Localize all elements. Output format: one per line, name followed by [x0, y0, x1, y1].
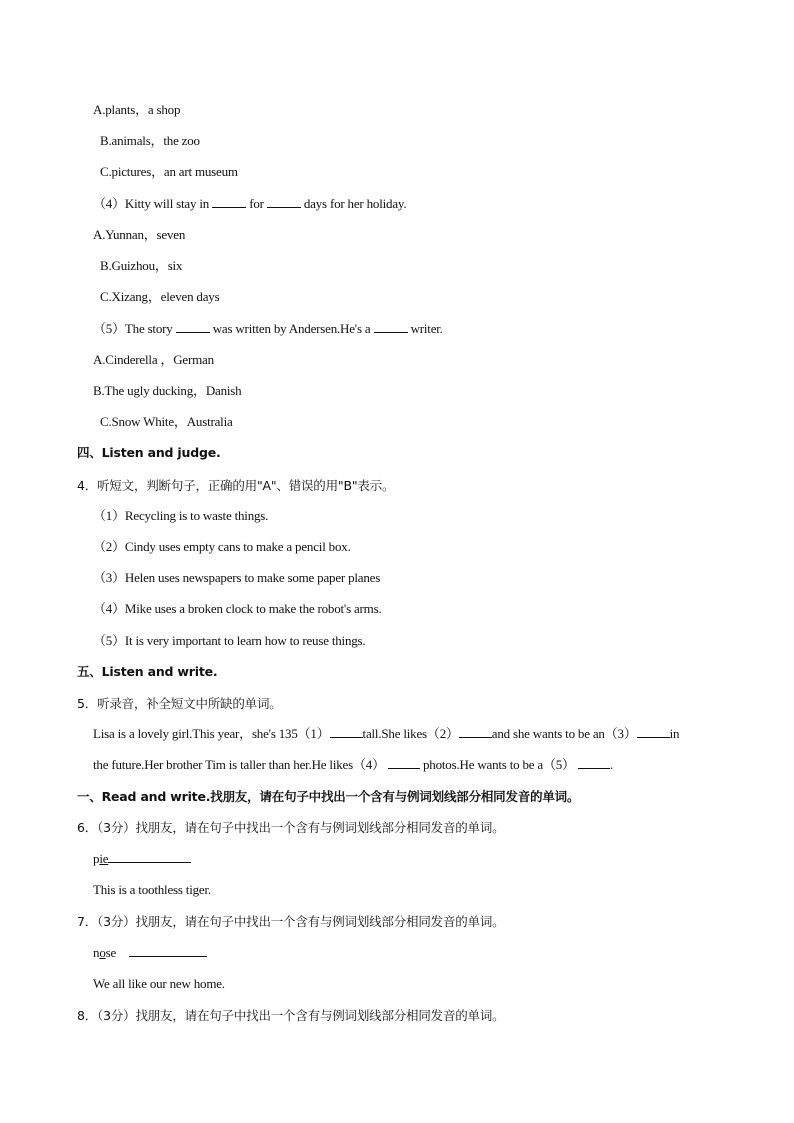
q7-title: 7．（3分）找朋友，请在句子中找出一个含有与例词划线部分相同发音的单词。 — [77, 914, 505, 929]
q7-word-underlined: o — [99, 945, 106, 960]
section4-item-1: （1）Recycling is to waste things. — [93, 508, 269, 523]
answer-blank[interactable] — [637, 725, 670, 738]
answer-blank[interactable] — [459, 725, 492, 738]
q6-word-prefix: p — [93, 851, 100, 866]
answer-blank[interactable] — [578, 756, 610, 769]
passage-text: the future.Her brother Tim is taller than her.He likes（4） — [93, 757, 385, 772]
q3-item4-option-c: C.Xizang，eleven days — [100, 289, 220, 304]
q3-item5-pre: The story — [124, 321, 173, 336]
section4-heading: 四、Listen and judge. — [77, 445, 221, 460]
answer-blank[interactable] — [212, 195, 246, 208]
answer-blank[interactable] — [129, 944, 207, 957]
q6-example-word — [93, 850, 191, 868]
passage-text: Lisa is a lovely girl.This year，she's 135（1） — [93, 726, 330, 741]
q3-item4-option-b: B.Guizhou，six — [100, 258, 183, 273]
q3-item3-option-a: A.plants，a shop — [93, 102, 181, 117]
answer-blank[interactable] — [267, 195, 301, 208]
q3-item5-option-b: B.The ugly ducking，Danish — [93, 383, 242, 398]
section5-question: 5．听录音，补全短文中所缺的单词。 — [77, 696, 282, 711]
q3-item5-mid: was written by Andersen.He's a — [212, 321, 371, 336]
read-write-heading-en: 一、Read and write. — [77, 789, 211, 804]
q3-item4-option-a: A.Yunnan，seven — [93, 227, 186, 242]
answer-blank[interactable] — [330, 725, 363, 738]
q3-item5-num: （5） — [93, 321, 125, 336]
q3-item4-mid: for — [249, 196, 264, 211]
passage-text: in — [669, 726, 680, 741]
q3-item4-pre: Kitty will stay in — [124, 196, 210, 211]
answer-blank[interactable] — [176, 320, 210, 333]
q6-title: 6．（3分）找朋友，请在句子中找出一个含有与例词划线部分相同发音的单词。 — [77, 820, 505, 835]
passage-text: . — [609, 757, 613, 772]
answer-blank[interactable] — [108, 850, 191, 863]
q3-item5-option-c: C.Snow White，Australia — [100, 414, 233, 429]
read-write-heading-cn: 找朋友，请在句子中找出一个含有与例词划线部分相同发音的单词。 — [210, 789, 580, 804]
q7-example-word — [93, 944, 207, 962]
q3-item4-num: （4） — [93, 196, 125, 211]
q8-title: 8．（3分）找朋友，请在句子中找出一个含有与例词划线部分相同发音的单词。 — [77, 1008, 505, 1023]
q3-item5-post: writer. — [410, 321, 443, 336]
q3-item3-option-b: B.animals，the zoo — [100, 133, 200, 148]
section4-item-3: （3）Helen uses newspapers to make some paper planes — [93, 570, 381, 585]
q3-item4 — [93, 195, 406, 213]
q7-word-prefix: n — [93, 945, 100, 960]
section5-passage-line1 — [93, 725, 679, 743]
q6-sentence: This is a toothless tiger. — [93, 882, 211, 897]
passage-text: photos.He wants to be a（5） — [423, 757, 575, 772]
q7-word-suffix: se — [105, 945, 117, 960]
section5-passage-line2 — [93, 756, 613, 774]
section4-item-4: （4）Mike uses a broken clock to make the robot's arms. — [93, 601, 382, 616]
q3-item5 — [93, 320, 443, 338]
q3-item5-option-a: A.Cinderella ，German — [93, 352, 214, 367]
section4-item-2: （2）Cindy uses empty cans to make a pencil box. — [93, 539, 351, 554]
read-write-heading — [77, 788, 579, 806]
answer-blank[interactable] — [388, 756, 420, 769]
q6-word-underlined: ie — [99, 851, 109, 866]
q3-item3-option-c: C.pictures，an art museum — [100, 164, 238, 179]
answer-blank[interactable] — [374, 320, 408, 333]
q3-item4-post: days for her holiday. — [303, 196, 407, 211]
section4-question: 4．听短文，判断句子，正确的用"A"、错误的用"B"表示。 — [77, 478, 395, 493]
q7-sentence: We all like our new home. — [93, 976, 225, 991]
section5-heading: 五、Listen and write. — [77, 664, 218, 679]
section4-item-5: （5）It is very important to learn how to reuse things. — [93, 633, 366, 648]
passage-text: and she wants to be an（3） — [491, 726, 637, 741]
passage-text: tall.She likes（2） — [362, 726, 459, 741]
